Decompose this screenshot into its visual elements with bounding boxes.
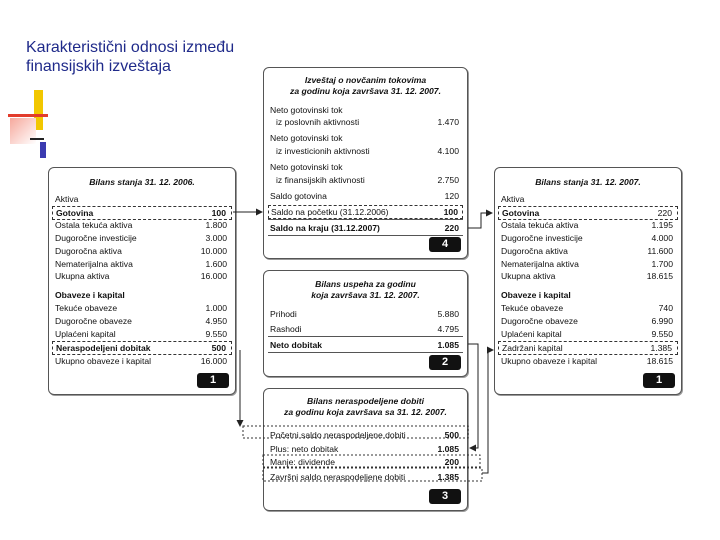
bs2006-asset-2-label: Dugoročne investicije [55,233,137,243]
income-title-2: koja završava 31. 12. 2007. [311,290,420,300]
bs2007-assets-header: Aktiva [501,194,525,204]
bs2007-cash-label: Gotovina [502,208,540,218]
income-net-label: Neto dobitak [270,340,323,350]
bs2007-asset-4-label: Nematerijalna aktiva [501,259,579,269]
bs2007-liab-0-value: 740 [658,303,673,313]
bs2006-asset-2-value: 3.000 [205,233,227,243]
cash-flow-title-1: Izveštaj o novčanim tokovima [304,75,427,85]
bs2007-liab-0-label: Tekuće obaveze [501,303,564,313]
bs2006-liab-1-label: Dugoročne obaveze [55,316,132,326]
bs2006-badge: 1 [197,373,229,388]
income-title-1: Bilans uspeha za godinu [315,279,416,289]
bs2006-assets-header: Aktiva [55,194,79,204]
cf-fin-label-2: iz finansijskih aktivnosti [276,175,365,185]
cf-inv-value: 4.100 [437,146,459,156]
cf-op-label-2: iz poslovnih aktivnosti [276,117,360,127]
bs2007-liab-3-value: 1.385 [650,343,672,353]
bs2007-asset-2-label: Dugoročne investicije [501,233,583,243]
bs2006-liab-0-value: 1.000 [205,303,227,313]
income-row-0-label: Prihodi [270,309,297,319]
bs2007-asset-1-label: Ostala tekuća aktiva [501,220,579,230]
cf-fin-label-1: Neto gotovinski tok [270,162,343,172]
rs-net-highlight [263,455,480,467]
bs2007-asset-3-value: 11.600 [647,246,673,256]
bs2007-liab-1-label: Dugoročne obaveze [501,316,578,326]
retained-row-3-value: 1.385 [437,472,459,482]
cf-end-label: Saldo na kraju (31.12.2007) [270,223,380,233]
cf-end-value: 220 [444,223,459,233]
retained-row-2-value: 200 [444,457,459,467]
income-row-0-value: 5.880 [437,309,459,319]
bs2007-liab-4-label: Ukupno obaveze i kapital [501,356,598,366]
bs2007-liab-3-label: Zadržani kapital [502,343,563,353]
income-badge: 2 [429,355,461,370]
bs2006-liab-header: Obaveze i kapital [55,290,125,300]
bs2007-liab-1-value: 6.990 [651,316,673,326]
cf-inv-label-1: Neto gotovinski tok [270,133,343,143]
cash-flow-badge: 4 [429,237,461,252]
bs2007-asset-5-value: 18.615 [646,271,673,281]
bs2007-liab-2-label: Uplaćeni kapital [501,329,562,339]
bs2006-liab-1-value: 4.950 [205,316,227,326]
bs2006-cash-value: 100 [211,208,226,218]
bs2007-asset-4-value: 1.700 [651,259,673,269]
bs2006-liab-3-label: Neraspodeljeni dobitak [56,343,151,353]
bs2006-asset-4-value: 1.600 [205,259,227,269]
rs-start-highlight [243,426,468,438]
retained-row-0-value: 500 [444,430,459,440]
bs2006-liab-2-label: Uplaćeni kapital [55,329,116,339]
bs2007-cash-value: 220 [657,208,672,218]
arrow-net-income-to-rs-plus [468,344,478,448]
arrow-cf-end-to-cash-2007 [468,213,492,228]
cf-fin-value: 2.750 [437,175,459,185]
bs2006-asset-1-value: 1.800 [205,220,227,230]
bs2007-liab-header: Obaveze i kapital [501,290,571,300]
bs2007-asset-1-value: 1.195 [651,220,673,230]
income-net-value: 1.085 [437,340,459,350]
bs2007-liab-4-value: 18.615 [646,356,673,366]
bs2006-asset-5-label: Ukupna aktiva [55,271,110,281]
retained-row-0-label: Početni saldo neraspodeljene dobiti [270,430,406,440]
retained-title-2: za godinu koja završava sa 31. 12. 2007. [284,407,447,417]
cash-flow-title-2: za godinu koja završava 31. 12. 2007. [290,86,441,96]
retained-row-3-label: Završni saldo neraspodeljene dobiti [270,472,406,482]
bs2006-liab-4-label: Ukupno obaveze i kapital [55,356,152,366]
income-row-1-label: Rashodi [270,324,302,334]
bs2006-asset-5-value: 16.000 [200,271,227,281]
bs2006-asset-1-label: Ostala tekuća aktiva [55,220,133,230]
cf-op-value: 1.470 [437,117,459,127]
bs2006-asset-4-label: Nematerijalna aktiva [55,259,133,269]
bs2007-title: Bilans stanja 31. 12. 2007. [535,177,641,187]
income-row-1-value: 4.795 [437,324,459,334]
retained-row-1-label: Plus: neto dobitak [270,444,339,454]
bs2006-liab-4-value: 16.000 [200,356,227,366]
bs2006-cash-label: Gotovina [56,208,94,218]
rs-end-highlight [263,468,482,481]
bs2006-liab-0-label: Tekuće obaveze [55,303,118,313]
retained-title-1: Bilans neraspodeljene dobiti [307,396,424,406]
bs2007-asset-5-label: Ukupna aktiva [501,271,556,281]
cf-inv-label-2: iz investicionih aktivnosti [276,146,370,156]
cf-start-value: 100 [443,207,458,217]
retained-row-1-value: 1.085 [437,444,459,454]
bs2006-title: Bilans stanja 31. 12. 2006. [89,177,195,187]
cf-start-label: Saldo na početku (31.12.2006) [271,207,389,217]
cf-op-label-1: Neto gotovinski tok [270,105,343,115]
bs2006-liab-3-value: 500 [211,343,226,353]
retained-row-2-label: Manje: dividende [270,457,335,467]
cf-saldo-value: 120 [444,191,459,201]
bs2007-asset-3-label: Dugoročna aktiva [501,246,568,256]
slide-title: Karakteristični odnosi između finansijskih izveštaja [26,39,235,75]
bs2007-asset-2-value: 4.000 [651,233,673,243]
arrow-rs-end-to-retained-2007 [482,350,493,473]
bs2006-asset-3-value: 10.000 [200,246,227,256]
bs2006-asset-3-label: Dugoročna aktiva [55,246,122,256]
bs2006-liab-2-value: 9.550 [205,329,227,339]
bs2007-liab-2-value: 9.550 [651,329,673,339]
bs2007-badge: 1 [643,373,675,388]
cf-saldo-label: Saldo gotovina [270,191,327,201]
retained-badge: 3 [429,489,461,504]
